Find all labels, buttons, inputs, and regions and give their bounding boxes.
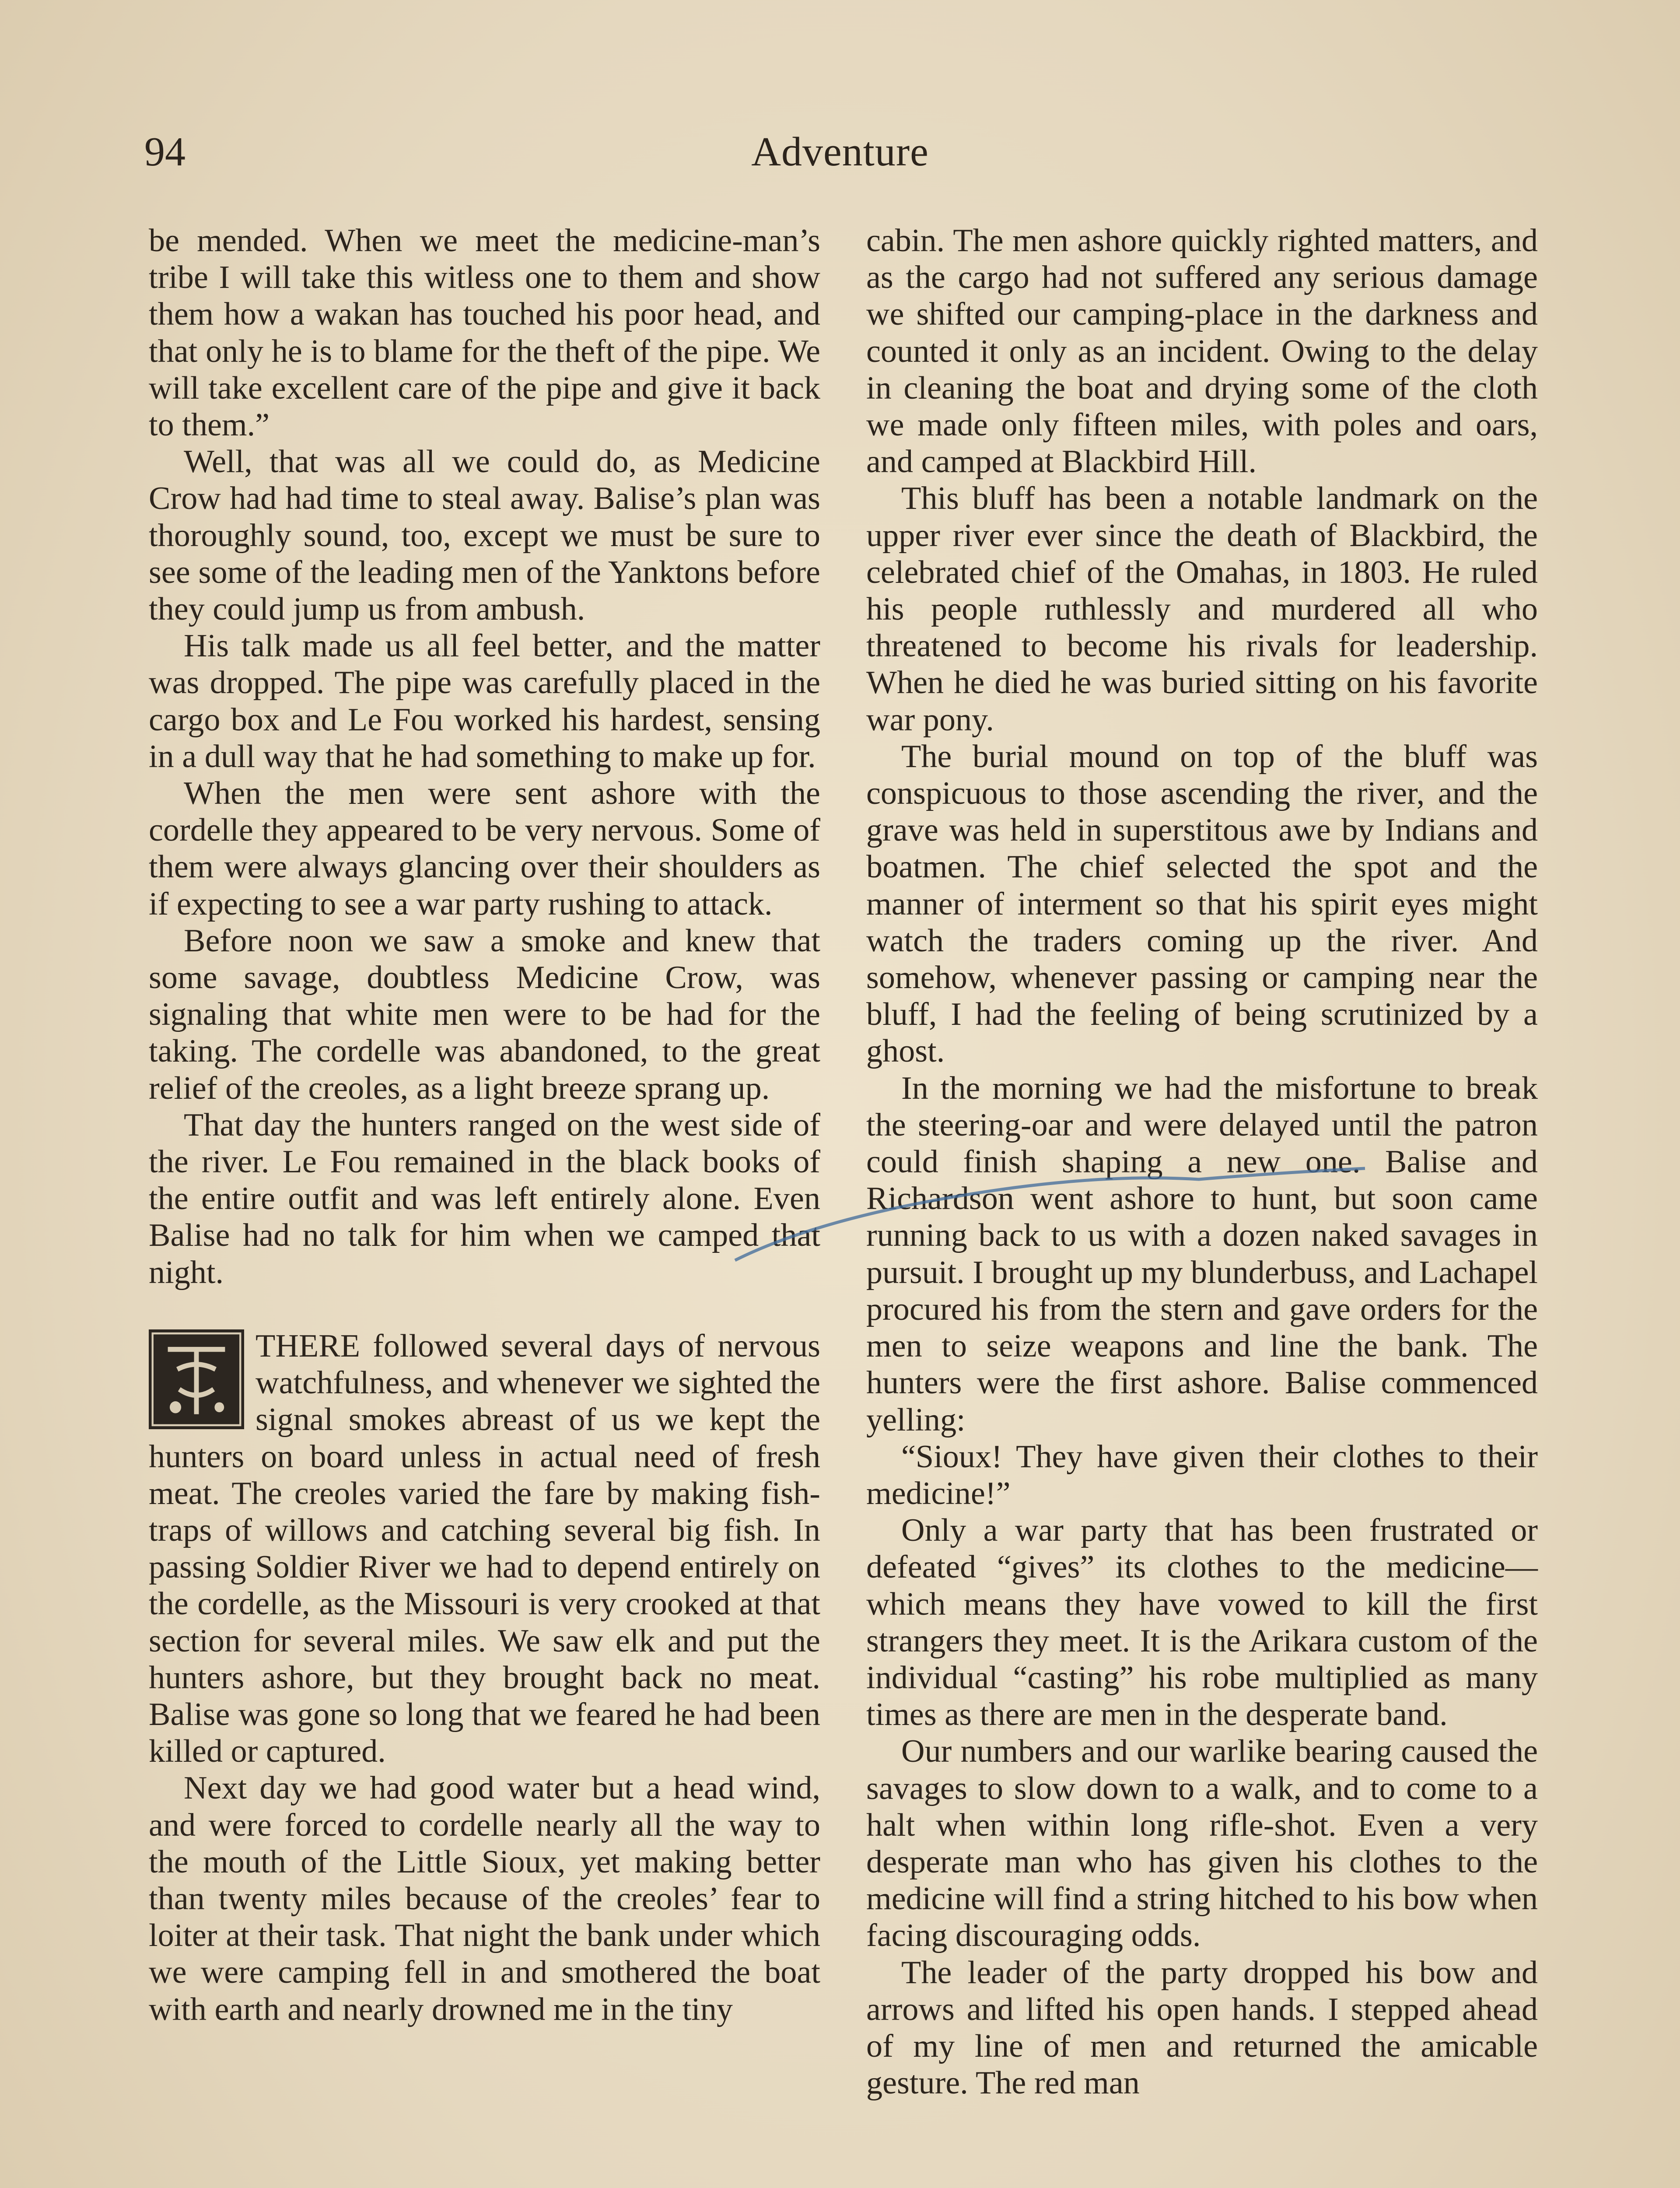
- paragraph: In the morning we had the misfortune to break the steering-oar and were delayed until the patron could finish shaping a new one. Balise and Richardson went ashore to hunt, but soon came running back to us with a dozen naked savages in pursuit. I brought up my blunderbuss, and Lachapel procured his from the stern and gave orders for the men to seize weapons and line the bank. The hunters were the first ashore. Balise commenced yelling:: [866, 1070, 1538, 1438]
- paragraph: This bluff has been a notable landmark on the upper river ever since the death of Blackbird, the celebrated chief of the Omahas, in 1803. He ruled his people ruthlessly and murdered all who threatened to become his rivals for leadership. When he died he was buried sitting on his favorite war pony.: [866, 480, 1538, 738]
- page-number: 94: [144, 129, 186, 175]
- paragraph: Before noon we saw a smoke and knew that some savage, doubtless Medicine Crow, was signaling that white men were to be had for the taking. The cordelle was abandoned, to the great relief of the creoles, as a light breeze sprang up.: [149, 922, 820, 1106]
- paragraph: His talk made us all feel better, and the matter was dropped. The pipe was carefully placed in the cargo box and Le Fou worked his hardest, sensing in a dull way that he had something to make up for.: [149, 628, 820, 775]
- paragraph: When the men were sent ashore with the cordelle they appeared to be very nervous. Some of them were always glancing over their shoulders as if expecting to see a war party rushing to attack.: [149, 775, 820, 922]
- ornamental-initial-icon: [149, 1329, 244, 1429]
- running-title: Adventure: [751, 129, 929, 175]
- paragraph: be mended. When we meet the medicine-man’s tribe I will take this witless one to them and show them how a wakan has touched his poor head, and that only he is to blame for the theft of the pipe. We will take excellent care of the pipe and give it back to them.”: [149, 223, 820, 443]
- right-column: [866, 222, 1538, 2101]
- paragraph: The leader of the party dropped his bow and arrows and lifted his open hands. I stepped ahead of my line of men and returned the amicable gesture. The red man: [866, 1954, 1538, 2101]
- section-start: [149, 1328, 820, 1770]
- paragraph: The burial mound on top of the bluff was conspicuous to those ascending the river, and the grave was held in superstitous awe by Indians and boatmen. The chief selected the spot and the manner of interment so that his spirit eyes might watch the traders coming up the river. And somehow, whenever passing or camping near the bluff, I had the feeling of being scrutinized by a ghost.: [866, 738, 1538, 1069]
- paragraph: Our numbers and our warlike bearing caused the savages to slow down to a walk, and to come to a halt when within long rifle-shot. Even a very desperate man who has given his clothes to the medicine will find a string hitched to his bow when facing discouraging odds.: [866, 1733, 1538, 1954]
- paragraph: cabin. The men ashore quickly righted matters, and as the cargo had not suffered any serious damage we shifted our camping-place in the darkness and counted it only as an incident. Owing to the delay in cleaning the boat and drying some of the cloth we made only fifteen miles, with poles and oars, and camped at Blackbird Hill.: [866, 223, 1538, 480]
- paragraph: Only a war party that has been frustrated or defeated “gives” its clothes to the medicine—which means they have vowed to kill the first strangers they meet. It is the Arikara custom of the individual “casting” his robe multiplied as many times as there are men in the desperate band.: [866, 1512, 1538, 1733]
- paragraph: THERE followed several days of nervous watchfulness, and whenever we sighted the signal smokes abreast of us we kept the hunters on board unless in actual need of fresh meat. The creoles varied the fare by making fish-traps of willows and catching several big fish. In passing Soldier River we had to depend entirely on the cordelle, as the Missouri is very crooked at that section for several miles. We saw elk and put the hunters ashore, but they brought back no meat. Balise was gone so long that we feared he had been killed or captured.: [149, 1328, 820, 1770]
- paragraph: That day the hunters ranged on the west side of the river. Le Fou remained in the black books of the entire outfit and was left entirely alone. Even Balise had no talk for him when we camped that night.: [149, 1107, 820, 1290]
- paragraph: Well, that was all we could do, as Medicine Crow had had time to steal away. Balise’s plan was thoroughly sound, too, except we must be sure to see some of the leading men of the Yanktons before they could jump us from ambush.: [149, 444, 820, 628]
- left-column: [149, 222, 820, 2028]
- paragraph: Next day we had good water but a head wind, and were forced to cordelle nearly all the way to the mouth of the Little Sioux, yet making better than twenty miles because of the creoles’ fear to loiter at their task. That night the bank under which we were camping fell in and smothered the boat with earth and nearly drowned me in the tiny: [149, 1770, 820, 2027]
- paragraph: “Sioux! They have given their clothes to their medicine!”: [866, 1438, 1538, 1511]
